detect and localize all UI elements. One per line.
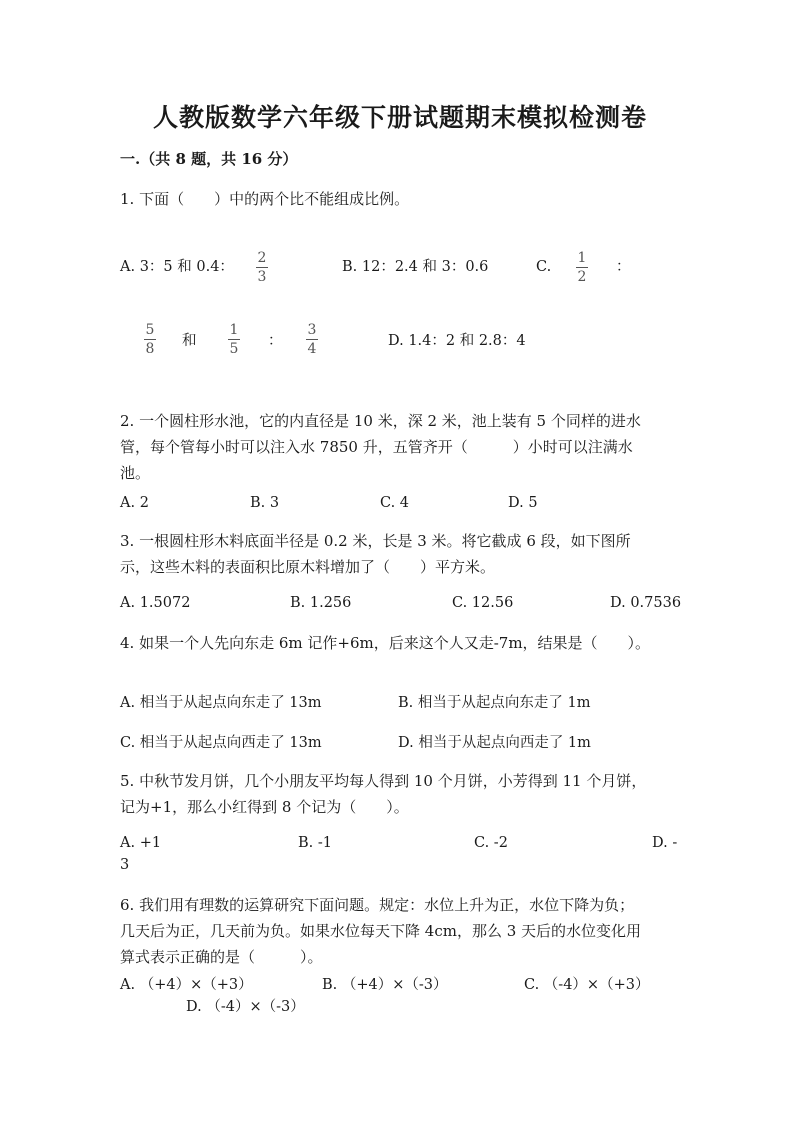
fraction-bar (256, 267, 268, 268)
q2-option-b: B. 3 (250, 495, 280, 511)
q1-option-c-fraction-3 (228, 322, 240, 357)
q5-option-b: B. -1 (298, 835, 332, 851)
fraction-bar (576, 267, 588, 268)
q4-option-b: B. 相当于从起点向东走了 1m (398, 695, 591, 711)
question-5-line-2: 记为+1，那么小红得到 8 个记为（ ）。 (120, 798, 409, 816)
q5-option-d-continued: 3 (120, 857, 130, 873)
fraction-bar (306, 339, 318, 340)
q4-option-a: A. 相当于从起点向东走了 13m (120, 695, 322, 711)
question-3-line-1: 3. 一根圆柱形木料底面半径是 0.2 米，长是 3 米。将它截成 6 段，如下图所 (120, 532, 631, 550)
q4-option-d: D. 相当于从起点向西走了 1m (398, 735, 591, 751)
q4-option-c: C. 相当于从起点向西走了 13m (120, 735, 322, 751)
q3-option-b: B. 1.256 (290, 595, 352, 611)
question-5-line-1: 5. 中秋节发月饼，几个小朋友平均每人得到 10 个月饼，小芳得到 11 个月饼， (120, 772, 647, 790)
q1-option-c-colon: ： (616, 259, 631, 275)
q1-option-c-fraction (576, 250, 588, 285)
q1-option-d: D. 1.4：2 和 2.8：4 (388, 333, 526, 349)
question-2-line-1: 2. 一个圆柱形水池，它的内直径是 10 米，深 2 米，池上装有 5 个同样的进水 (120, 412, 641, 430)
fraction-denominator: 3 (257, 269, 267, 285)
fraction-numerator: 2 (257, 250, 267, 266)
q3-option-a: A. 1.5072 (120, 595, 191, 611)
question-6-line-3: 算式表示正确的是（ ）。 (120, 948, 323, 966)
q1-option-c-fraction-4 (306, 322, 318, 357)
fraction-denominator: 2 (577, 269, 587, 285)
fraction-numerator: 1 (229, 322, 239, 338)
q2-option-c: C. 4 (380, 495, 410, 511)
q1-option-c-colon-2: ： (268, 333, 283, 349)
q3-option-c: C. 12.56 (452, 595, 514, 611)
section-heading: 一.（共 8 题，共 16 分） (120, 150, 298, 168)
q2-option-d: D. 5 (508, 495, 538, 511)
q5-option-c: C. -2 (474, 835, 508, 851)
fraction-bar (144, 339, 156, 340)
fraction-denominator: 8 (145, 341, 155, 357)
question-2-line-3: 池。 (120, 464, 151, 482)
page-title: 人教版数学六年级下册试题期末模拟检测卷 (152, 103, 647, 132)
question-1-stem: 1. 下面（ ）中的两个比不能组成比例。 (120, 190, 410, 208)
q5-option-d: D. - (652, 835, 678, 851)
fraction-denominator: 4 (307, 341, 317, 357)
q1-option-a-fraction (256, 250, 268, 285)
q1-option-c-fraction-2 (144, 322, 156, 357)
question-4-stem: 4. 如果一个人先向东走 6m 记作+6m，后来这个人又走-7m，结果是（ ）。 (120, 634, 651, 652)
q6-option-b: B. （+4）×（-3） (322, 977, 448, 993)
q1-option-a-text: A. 3：5 和 0.4： (120, 259, 234, 275)
question-6-line-1: 6. 我们用有理数的运算研究下面问题。规定：水位上升为正，水位下降为负； (120, 896, 635, 914)
q1-option-b: B. 12：2.4 和 3：0.6 (342, 259, 489, 275)
question-3-line-2: 示，这些木料的表面积比原木料增加了（ ）平方米。 (120, 558, 496, 576)
fraction-bar (228, 339, 240, 340)
q1-option-c-and: 和 (182, 333, 197, 349)
q1-option-c-label: C. (536, 259, 552, 275)
q6-option-c: C. （-4）×（+3） (524, 977, 650, 993)
fraction-denominator: 5 (229, 341, 239, 357)
fraction-numerator: 3 (307, 322, 317, 338)
fraction-numerator: 5 (145, 322, 155, 338)
question-6-line-2: 几天后为正，几天前为负。如果水位每天下降 4cm，那么 3 天后的水位变化用 (120, 922, 642, 940)
question-2-line-2: 管，每个管每小时可以注入水 7850 升，五管齐开（ ）小时可以注满水 (120, 438, 633, 456)
q5-option-a: A. +1 (120, 835, 162, 851)
q6-option-d: D. （-4）×（-3） (186, 999, 305, 1015)
fraction-numerator: 1 (577, 250, 587, 266)
q6-option-a: A. （+4）×（+3） (120, 977, 253, 993)
q2-option-a: A. 2 (120, 495, 149, 511)
q3-option-d: D. 0.7536 (610, 595, 682, 611)
